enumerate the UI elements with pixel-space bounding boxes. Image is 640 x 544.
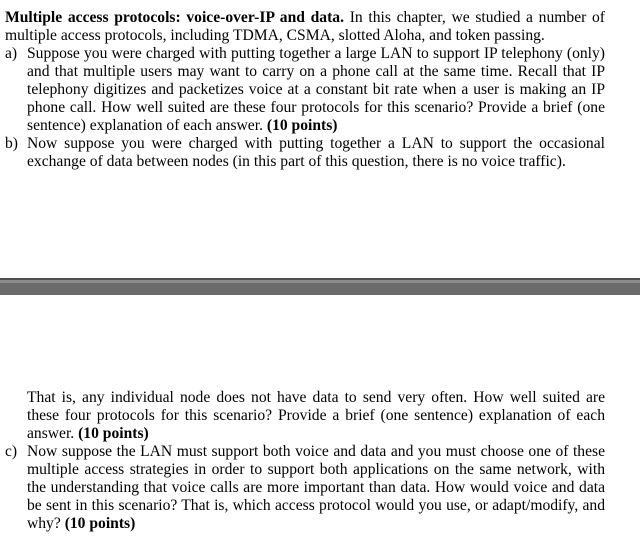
- part-a: [5, 45, 605, 135]
- document-page-2: [0, 295, 640, 544]
- question-text-block-continued: [5, 389, 605, 533]
- part-c-body: [27, 443, 605, 533]
- question-intro-text: In this chapter, we studied a number of multiple access protocols, including TDMA, CSMA, slotted Aloha, and token passing.: [5, 9, 605, 44]
- document-page-1: [0, 0, 640, 262]
- part-b-points: (10 points): [78, 425, 149, 442]
- question-title: Multiple access protocols: voice-over-IP and data.: [5, 9, 344, 26]
- part-c-label: c): [5, 443, 18, 460]
- part-a-body: [27, 45, 605, 135]
- part-c: [5, 443, 605, 533]
- part-b: [5, 135, 605, 171]
- question-intro: [5, 9, 605, 45]
- part-c-text: Now suppose the LAN must support both voice and data and you must choose one of these multiple access strategies in order to support both applications on the same network, with the understanding that voice calls are more important than data. How would voice and data be sent in this scenario? That is, which access protocol would you use, or adapt/modify, and why?: [27, 443, 605, 532]
- part-c-points: (10 points): [64, 515, 136, 532]
- part-b-label: b): [5, 135, 18, 152]
- part-b-text: Now suppose you were charged with putting together a LAN to support the occasional exchange of data between nodes (in this part of this question, there is no voice traffic).: [27, 135, 605, 170]
- question-text-block: [5, 9, 605, 171]
- part-b-continuation-text: That is, any individual node does not have data to send very often. How well suited are these four protocols for this scenario? Provide a brief (one sentence) explanation of each answer.: [27, 389, 605, 442]
- part-b-continuation: [5, 389, 605, 443]
- part-a-label: a): [5, 45, 18, 62]
- part-a-points: (10 points): [266, 117, 338, 134]
- part-a-text: Suppose you were charged with putting together a large LAN to support IP telephony (only) and that multiple users may want to carry on a phone call at the same time. Recall that IP telephony digitizes and packetizes voice at a constant bit rate when a user is making an IP phone call. How well suited are these four protocols for this scenario? Provide a brief (one sentence) explanation of each answer.: [27, 45, 605, 134]
